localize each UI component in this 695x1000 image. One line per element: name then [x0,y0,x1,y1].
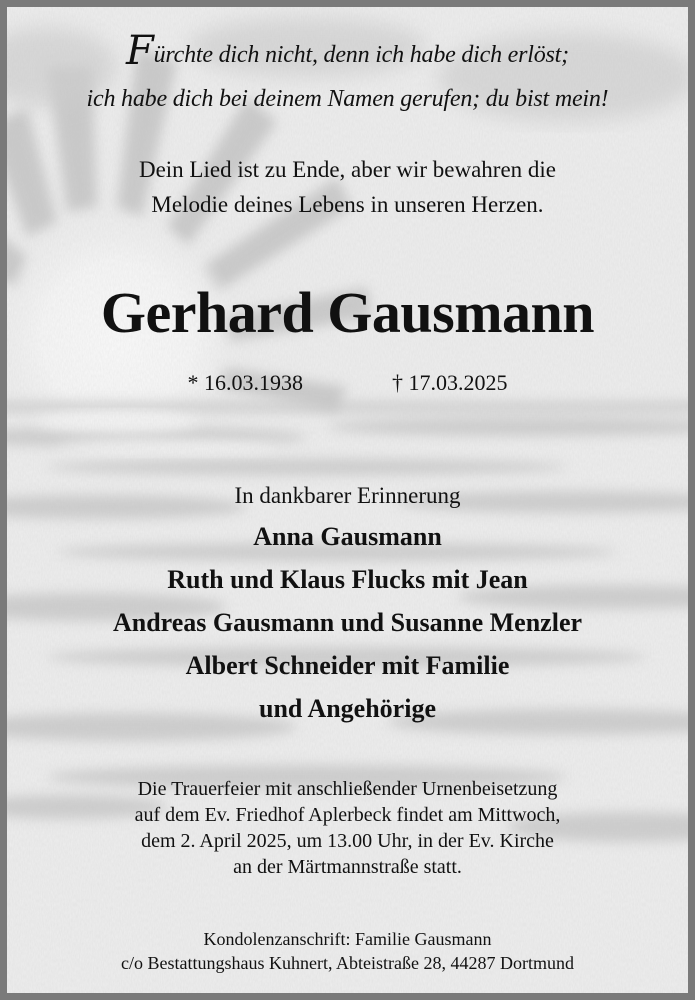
mourners-intro: In dankbarer Erinnerung [234,483,461,508]
condolence-address-line-2: c/o Bestattungshaus Kuhnert, Abteistraße 28, 44287 Dortmund [121,953,574,973]
condolence-address-line-1: Kondolenzanschrift: Familie Gausmann [203,929,492,949]
mourner-name: Ruth und Klaus Flucks mit Jean [167,565,528,594]
service-line-1: Die Trauerfeier mit anschließender Urnenbeisetzung [137,778,558,800]
birth-date: * 16.03.1938 [187,370,303,395]
mourner-name: Anna Gausmann [253,522,442,551]
death-date: † 17.03.2025 [392,370,508,395]
motto-line-2: Melodie deines Lebens in unseren Herzen. [151,192,544,217]
motto-line-1: Dein Lied ist zu Ende, aber wir bewahren die [138,157,557,182]
obituary-notice [7,7,688,993]
verse-initial: F [126,28,154,74]
mourner-name: Andreas Gausmann und Susanne Menzler [112,608,583,637]
mourner-name: Albert Schneider mit Familie [185,651,510,680]
mourner-name: und Angehörige [259,694,436,723]
service-line-2: auf dem Ev. Friedhof Aplerbeck findet am Mittwoch, [134,804,561,826]
verse-line-2: ich habe dich bei deinem Namen gerufen; du bist mein! [86,86,609,112]
verse-line-1-text: ürchte dich nicht, denn ich habe dich erlöst; [153,42,569,68]
verse-line-1 [7,28,688,74]
deceased-name: Gerhard Gausmann [100,280,595,345]
notice-content [7,7,688,993]
life-dates [7,370,688,396]
service-line-3: dem 2. April 2025, um 13.00 Uhr, in der Ev. Kirche [141,830,554,852]
service-line-4: an der Märtmannstraße statt. [233,856,462,878]
